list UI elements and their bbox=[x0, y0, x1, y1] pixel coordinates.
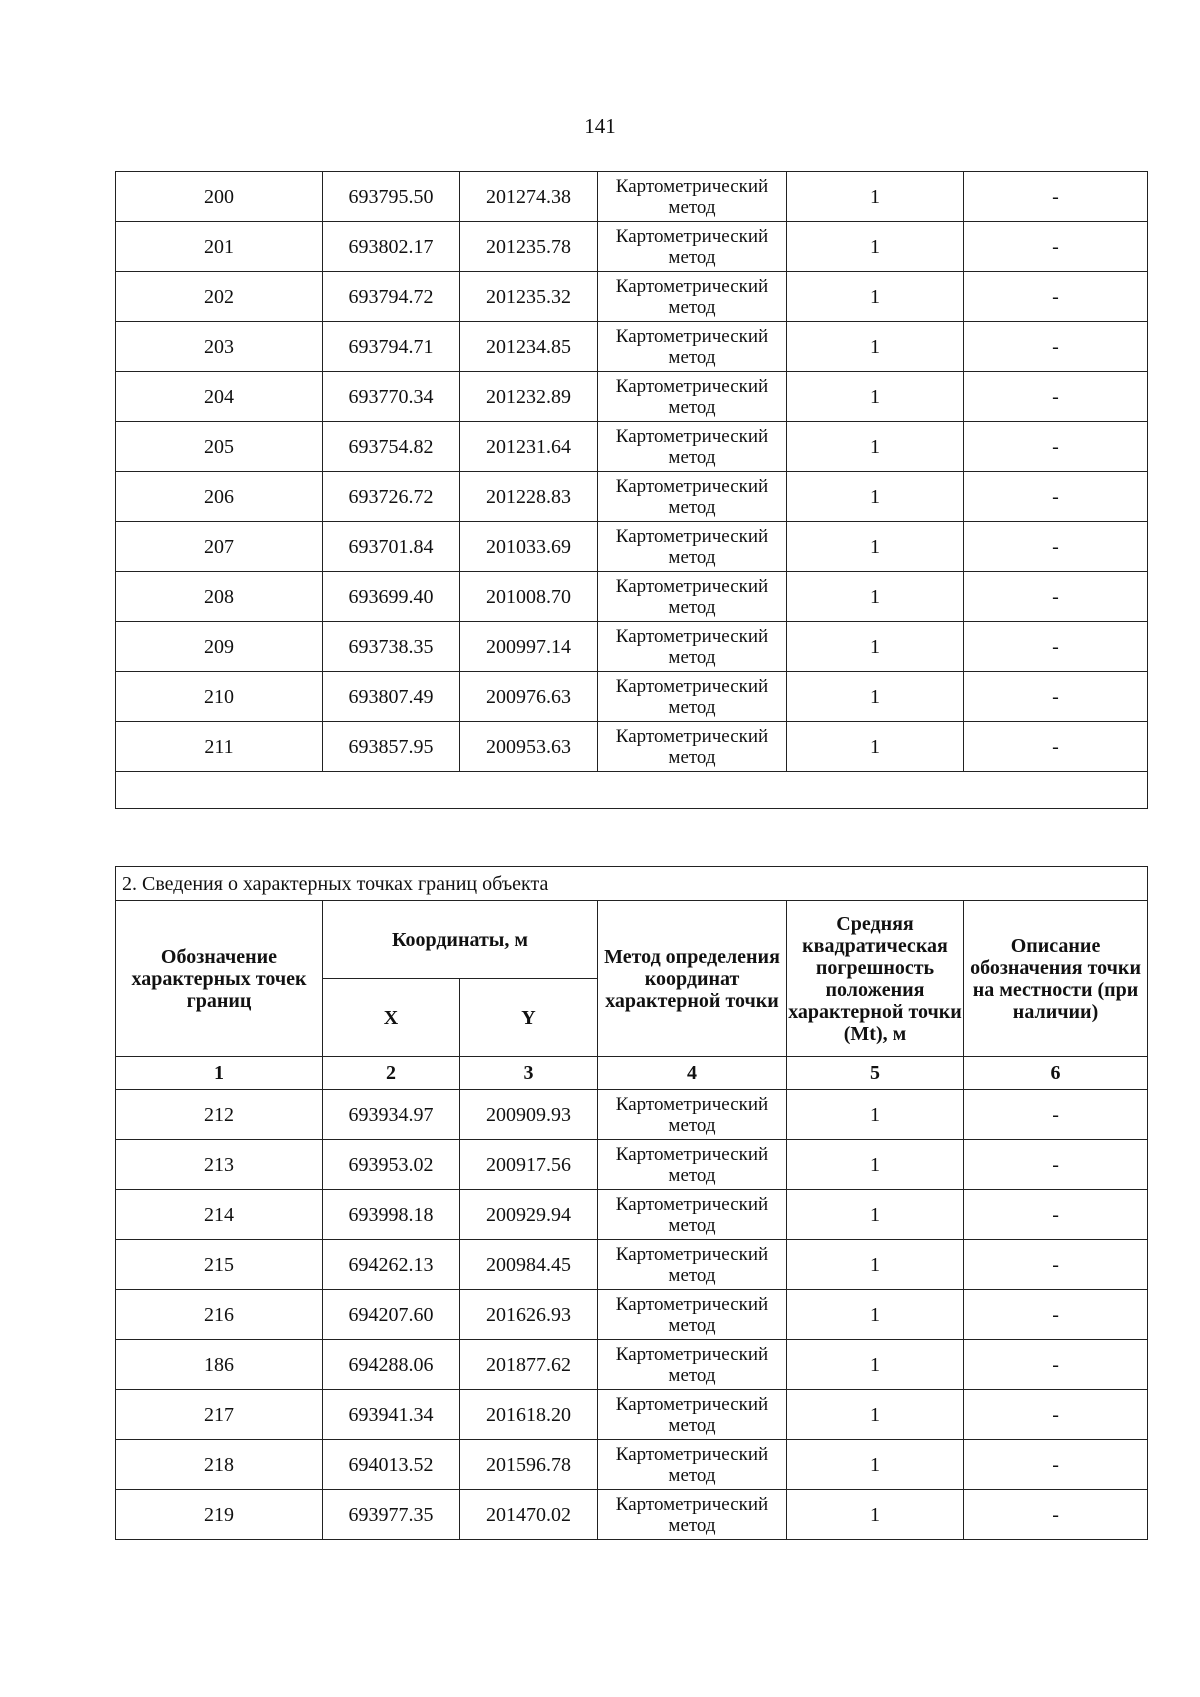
table-row bbox=[116, 722, 1148, 772]
cell-description: - bbox=[964, 672, 1148, 722]
cell-point: 202 bbox=[116, 272, 323, 322]
cell-x: 693802.17 bbox=[323, 222, 460, 272]
column-number: 6 bbox=[964, 1057, 1148, 1090]
cell-x: 693941.34 bbox=[323, 1390, 460, 1440]
header-coordinates: Координаты, м bbox=[323, 901, 598, 979]
header-x: X bbox=[323, 979, 460, 1057]
cell-y: 200953.63 bbox=[460, 722, 598, 772]
cell-method: Картометрический метод bbox=[598, 622, 787, 672]
cell-description: - bbox=[964, 1240, 1148, 1290]
cell-y: 201596.78 bbox=[460, 1440, 598, 1490]
cell-description: - bbox=[964, 272, 1148, 322]
cell-description: - bbox=[964, 172, 1148, 222]
cell-x: 693794.71 bbox=[323, 322, 460, 372]
cell-method: Картометрический метод bbox=[598, 372, 787, 422]
table-row bbox=[116, 272, 1148, 322]
cell-y: 201234.85 bbox=[460, 322, 598, 372]
cell-mt: 1 bbox=[787, 222, 964, 272]
cell-description: - bbox=[964, 422, 1148, 472]
cell-mt: 1 bbox=[787, 522, 964, 572]
cell-description: - bbox=[964, 1090, 1148, 1140]
cell-method: Картометрический метод bbox=[598, 472, 787, 522]
cell-point: 205 bbox=[116, 422, 323, 472]
cell-mt: 1 bbox=[787, 172, 964, 222]
cell-point: 206 bbox=[116, 472, 323, 522]
table-row bbox=[116, 1290, 1148, 1340]
cell-y: 200909.93 bbox=[460, 1090, 598, 1140]
cell-point: 186 bbox=[116, 1340, 323, 1390]
cell-x: 693934.97 bbox=[323, 1090, 460, 1140]
cell-mt: 1 bbox=[787, 1140, 964, 1190]
cell-x: 693754.82 bbox=[323, 422, 460, 472]
cell-description: - bbox=[964, 1390, 1148, 1440]
cell-y: 201470.02 bbox=[460, 1490, 598, 1540]
cell-y: 201235.32 bbox=[460, 272, 598, 322]
cell-point: 219 bbox=[116, 1490, 323, 1540]
section-title: 2. Сведения о характерных точках границ объекта bbox=[116, 867, 1148, 901]
cell-point: 215 bbox=[116, 1240, 323, 1290]
cell-point: 204 bbox=[116, 372, 323, 422]
column-number: 4 bbox=[598, 1057, 787, 1090]
cell-mt: 1 bbox=[787, 722, 964, 772]
header-point-designation: Обозначение характерных точек границ bbox=[116, 901, 323, 1057]
cell-method: Картометрический метод bbox=[598, 1490, 787, 1540]
cell-x: 694207.60 bbox=[323, 1290, 460, 1340]
table-row bbox=[116, 1140, 1148, 1190]
cell-mt: 1 bbox=[787, 422, 964, 472]
table-row bbox=[116, 672, 1148, 722]
cell-x: 693770.34 bbox=[323, 372, 460, 422]
cell-x: 694013.52 bbox=[323, 1440, 460, 1490]
cell-point: 209 bbox=[116, 622, 323, 672]
header-mt: Средняя квадратическая погрешность положения характерной точки (Mt), м bbox=[787, 901, 964, 1057]
cell-method: Картометрический метод bbox=[598, 1190, 787, 1240]
cell-point: 203 bbox=[116, 322, 323, 372]
table-row bbox=[116, 1340, 1148, 1390]
cell-mt: 1 bbox=[787, 272, 964, 322]
cell-y: 201235.78 bbox=[460, 222, 598, 272]
cell-y: 201618.20 bbox=[460, 1390, 598, 1440]
table1-body bbox=[116, 172, 1148, 809]
column-number: 3 bbox=[460, 1057, 598, 1090]
cell-y: 201008.70 bbox=[460, 572, 598, 622]
cell-mt: 1 bbox=[787, 372, 964, 422]
cell-mt: 1 bbox=[787, 1490, 964, 1540]
table-row bbox=[116, 372, 1148, 422]
table-row bbox=[116, 1390, 1148, 1440]
cell-method: Картометрический метод bbox=[598, 572, 787, 622]
cell-y: 201626.93 bbox=[460, 1290, 598, 1340]
cell-method: Картометрический метод bbox=[598, 1090, 787, 1140]
cell-x: 693699.40 bbox=[323, 572, 460, 622]
cell-mt: 1 bbox=[787, 672, 964, 722]
cell-point: 214 bbox=[116, 1190, 323, 1240]
cell-mt: 1 bbox=[787, 1440, 964, 1490]
table-row bbox=[116, 1490, 1148, 1540]
cell-description: - bbox=[964, 322, 1148, 372]
cell-x: 693738.35 bbox=[323, 622, 460, 672]
cell-mt: 1 bbox=[787, 572, 964, 622]
cell-mt: 1 bbox=[787, 622, 964, 672]
cell-method: Картометрический метод bbox=[598, 322, 787, 372]
cell-y: 201274.38 bbox=[460, 172, 598, 222]
table-row bbox=[116, 1090, 1148, 1140]
cell-mt: 1 bbox=[787, 322, 964, 372]
cell-y: 200917.56 bbox=[460, 1140, 598, 1190]
cell-description: - bbox=[964, 722, 1148, 772]
table-row bbox=[116, 622, 1148, 672]
cell-point: 218 bbox=[116, 1440, 323, 1490]
cell-x: 694262.13 bbox=[323, 1240, 460, 1290]
cell-description: - bbox=[964, 1490, 1148, 1540]
coordinates-table-continued bbox=[115, 171, 1148, 809]
empty-row bbox=[116, 772, 1148, 809]
cell-point: 217 bbox=[116, 1390, 323, 1440]
cell-x: 693807.49 bbox=[323, 672, 460, 722]
header-description: Описание обозначения точки на местности (при наличии) bbox=[964, 901, 1148, 1057]
table-row bbox=[116, 222, 1148, 272]
cell-mt: 1 bbox=[787, 1290, 964, 1340]
table-row bbox=[116, 572, 1148, 622]
cell-mt: 1 bbox=[787, 1240, 964, 1290]
cell-point: 210 bbox=[116, 672, 323, 722]
table-row bbox=[116, 1240, 1148, 1290]
cell-description: - bbox=[964, 622, 1148, 672]
cell-method: Картометрический метод bbox=[598, 272, 787, 322]
table-row bbox=[116, 322, 1148, 372]
cell-y: 200984.45 bbox=[460, 1240, 598, 1290]
cell-x: 693794.72 bbox=[323, 272, 460, 322]
cell-mt: 1 bbox=[787, 472, 964, 522]
cell-y: 200976.63 bbox=[460, 672, 598, 722]
column-number: 1 bbox=[116, 1057, 323, 1090]
cell-description: - bbox=[964, 522, 1148, 572]
cell-method: Картометрический метод bbox=[598, 1140, 787, 1190]
cell-point: 216 bbox=[116, 1290, 323, 1340]
cell-mt: 1 bbox=[787, 1190, 964, 1240]
cell-x: 693795.50 bbox=[323, 172, 460, 222]
cell-y: 201228.83 bbox=[460, 472, 598, 522]
cell-x: 693998.18 bbox=[323, 1190, 460, 1240]
table-row bbox=[116, 1440, 1148, 1490]
cell-method: Картометрический метод bbox=[598, 672, 787, 722]
cell-x: 694288.06 bbox=[323, 1340, 460, 1390]
cell-x: 693977.35 bbox=[323, 1490, 460, 1540]
column-numbers-row bbox=[116, 1057, 1148, 1090]
cell-point: 200 bbox=[116, 172, 323, 222]
cell-method: Картометрический метод bbox=[598, 1440, 787, 1490]
cell-description: - bbox=[964, 1440, 1148, 1490]
cell-description: - bbox=[964, 222, 1148, 272]
cell-method: Картометрический метод bbox=[598, 172, 787, 222]
section-title-row bbox=[116, 867, 1148, 901]
cell-method: Картометрический метод bbox=[598, 522, 787, 572]
cell-method: Картометрический метод bbox=[598, 222, 787, 272]
cell-description: - bbox=[964, 1340, 1148, 1390]
cell-mt: 1 bbox=[787, 1090, 964, 1140]
cell-description: - bbox=[964, 1140, 1148, 1190]
cell-method: Картометрический метод bbox=[598, 1240, 787, 1290]
empty-cell bbox=[116, 772, 1148, 809]
cell-method: Картометрический метод bbox=[598, 722, 787, 772]
cell-y: 200997.14 bbox=[460, 622, 598, 672]
cell-x: 693701.84 bbox=[323, 522, 460, 572]
cell-y: 200929.94 bbox=[460, 1190, 598, 1240]
cell-x: 693953.02 bbox=[323, 1140, 460, 1190]
boundary-points-table bbox=[115, 866, 1148, 1540]
cell-method: Картометрический метод bbox=[598, 422, 787, 472]
table-row bbox=[116, 522, 1148, 572]
cell-description: - bbox=[964, 1190, 1148, 1240]
header-row bbox=[116, 901, 1148, 979]
cell-method: Картометрический метод bbox=[598, 1340, 787, 1390]
page-number: 141 bbox=[584, 114, 616, 138]
cell-description: - bbox=[964, 372, 1148, 422]
cell-point: 208 bbox=[116, 572, 323, 622]
header-y: Y bbox=[460, 979, 598, 1057]
column-number: 5 bbox=[787, 1057, 964, 1090]
cell-y: 201231.64 bbox=[460, 422, 598, 472]
cell-point: 211 bbox=[116, 722, 323, 772]
header-method: Метод определения координат характерной точки bbox=[598, 901, 787, 1057]
cell-x: 693857.95 bbox=[323, 722, 460, 772]
cell-description: - bbox=[964, 572, 1148, 622]
cell-point: 201 bbox=[116, 222, 323, 272]
cell-description: - bbox=[964, 472, 1148, 522]
cell-mt: 1 bbox=[787, 1390, 964, 1440]
cell-mt: 1 bbox=[787, 1340, 964, 1390]
cell-y: 201033.69 bbox=[460, 522, 598, 572]
table-row bbox=[116, 472, 1148, 522]
table-row bbox=[116, 422, 1148, 472]
table-row bbox=[116, 1190, 1148, 1240]
cell-method: Картометрический метод bbox=[598, 1290, 787, 1340]
cell-y: 201877.62 bbox=[460, 1340, 598, 1390]
table-row bbox=[116, 172, 1148, 222]
cell-description: - bbox=[964, 1290, 1148, 1340]
cell-y: 201232.89 bbox=[460, 372, 598, 422]
cell-method: Картометрический метод bbox=[598, 1390, 787, 1440]
cell-point: 213 bbox=[116, 1140, 323, 1190]
column-number: 2 bbox=[323, 1057, 460, 1090]
cell-x: 693726.72 bbox=[323, 472, 460, 522]
cell-point: 212 bbox=[116, 1090, 323, 1140]
cell-point: 207 bbox=[116, 522, 323, 572]
